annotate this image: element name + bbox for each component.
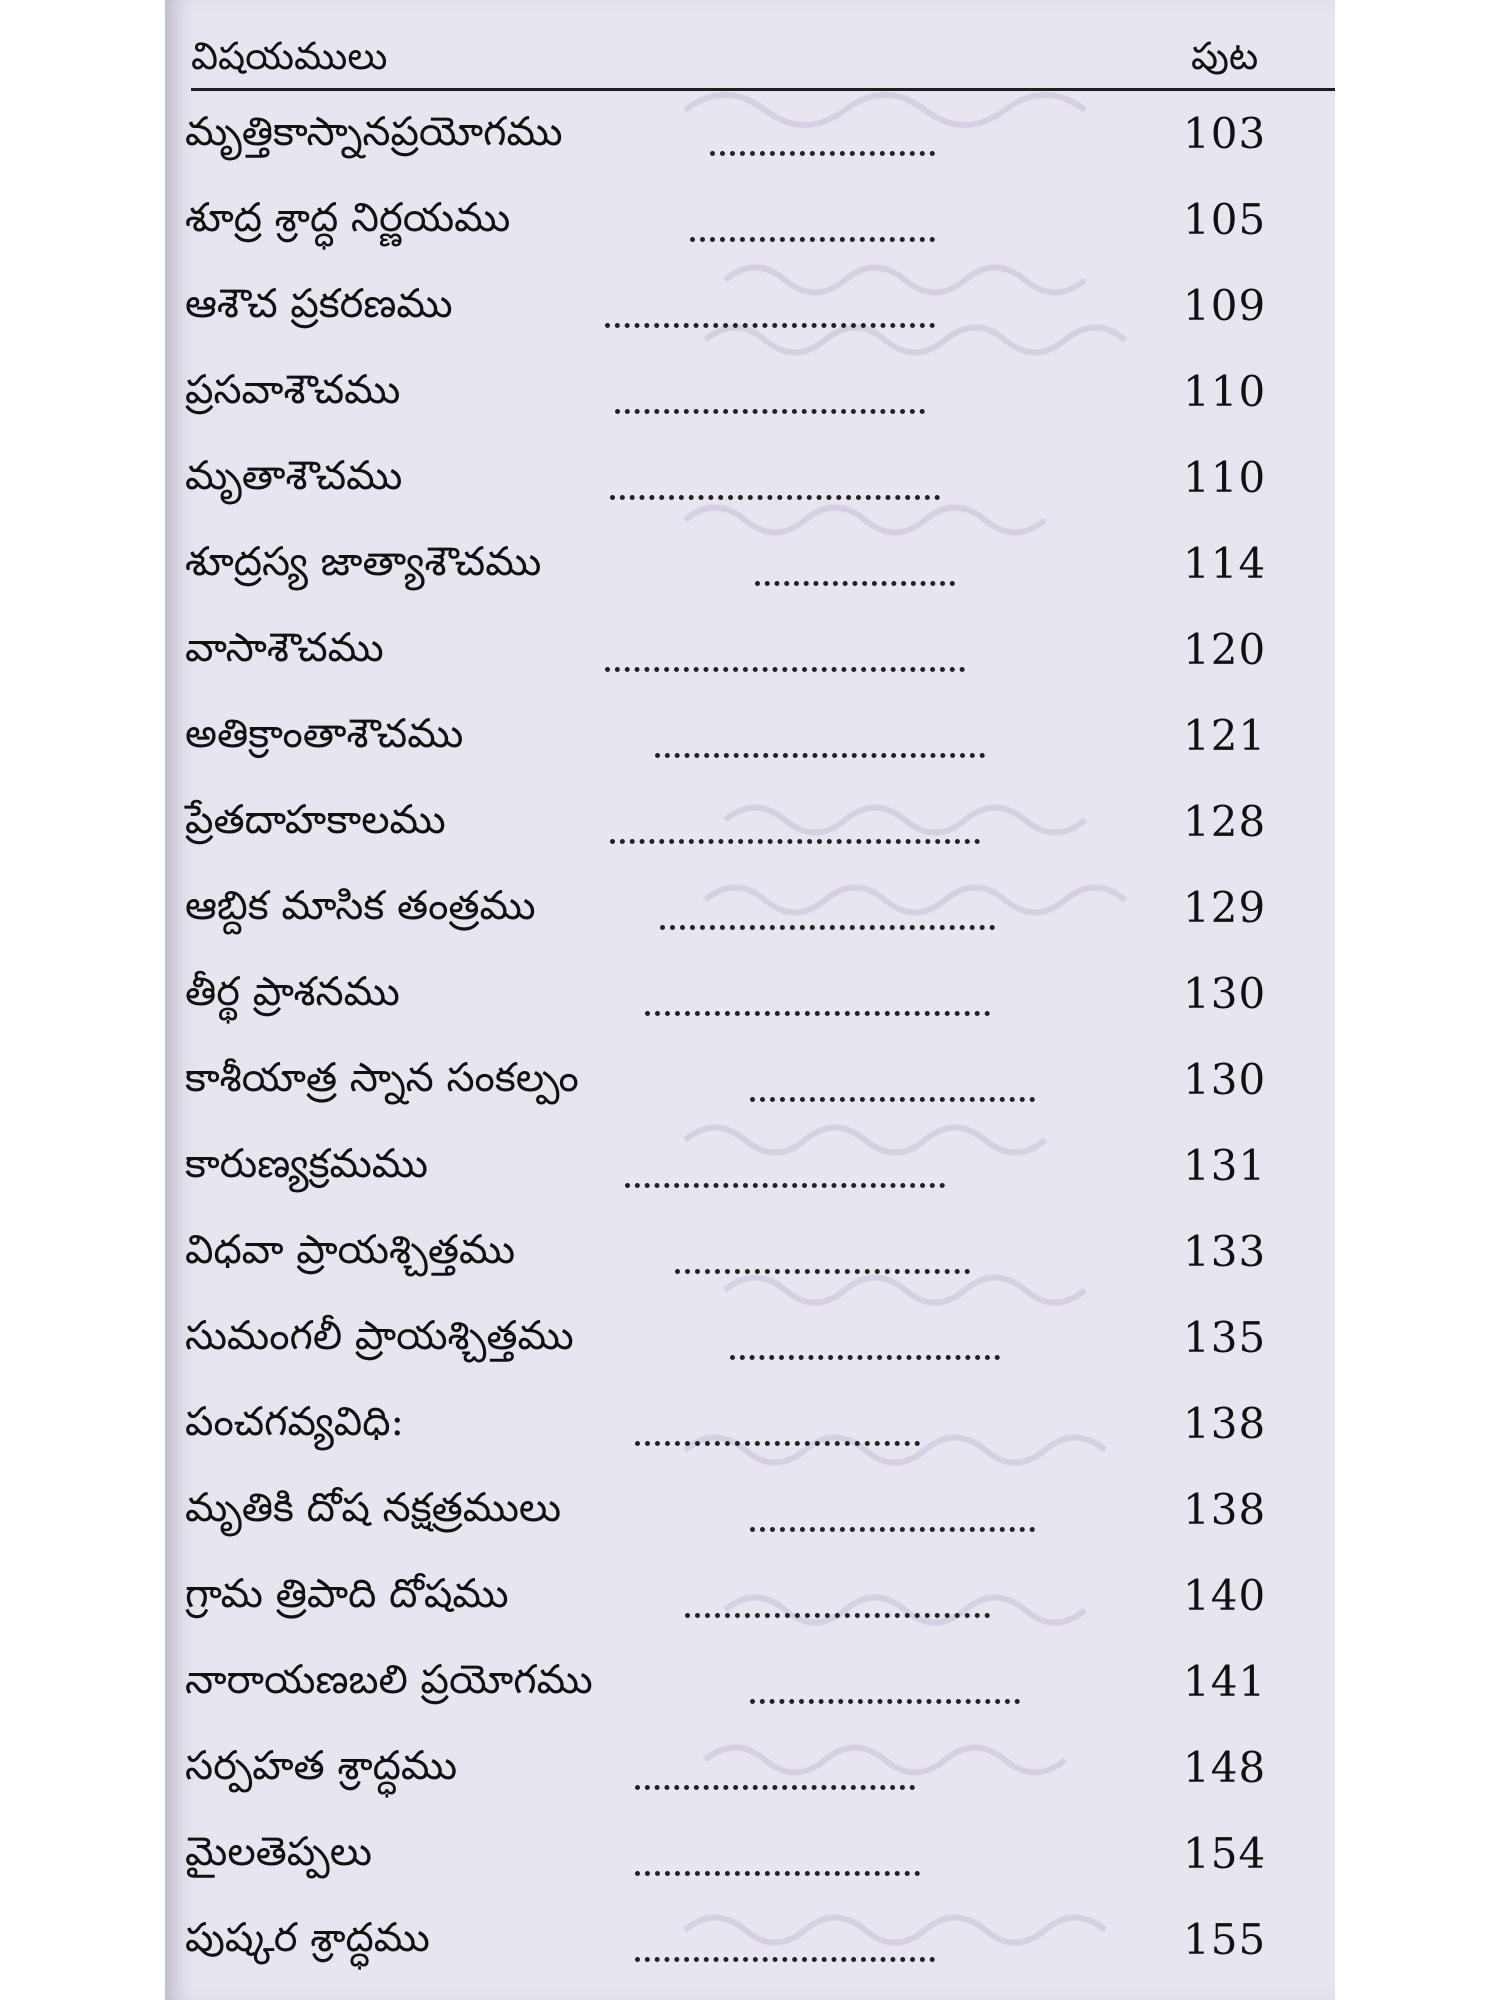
- entry-page: 109: [1183, 281, 1267, 330]
- toc-entry: [165, 869, 1335, 955]
- toc-entry: [165, 1815, 1335, 1901]
- toc-entry: [165, 1901, 1335, 1987]
- entry-title: వాసాశౌచము: [185, 625, 384, 671]
- dot-leader: [710, 115, 935, 156]
- toc-entry: [165, 1213, 1335, 1299]
- toc-entry: [165, 181, 1335, 267]
- dot-leader: [610, 459, 940, 500]
- dot-leader: [625, 1147, 945, 1188]
- entry-title: కాశీయాత్ర స్నాన సంకల్పం: [185, 1055, 579, 1101]
- entry-title: ప్రసవాశౌచము: [185, 367, 401, 413]
- toc-entry: [165, 95, 1335, 181]
- entry-page: 129: [1183, 883, 1267, 932]
- entry-page: 154: [1183, 1829, 1267, 1878]
- entry-page: 110: [1183, 367, 1267, 416]
- entry-title: పంచగవ్యవిధి:: [185, 1399, 404, 1445]
- toc-entry: [165, 525, 1335, 611]
- entry-title: సుమంగలీ ప్రాయశ్చిత్తము: [185, 1313, 574, 1359]
- toc-entry: [165, 1385, 1335, 1471]
- entry-page: 114: [1183, 539, 1267, 588]
- dot-leader: [730, 1319, 1000, 1360]
- dot-leader: [750, 1491, 1035, 1532]
- toc-entry: [165, 1041, 1335, 1127]
- toc-entry: [165, 439, 1335, 525]
- dot-leader: [755, 545, 955, 586]
- dot-leader: [645, 975, 990, 1016]
- dot-leader: [635, 1405, 920, 1446]
- toc-entry: [165, 1729, 1335, 1815]
- entry-title: అతిక్రాంతాశౌచము: [185, 711, 464, 757]
- dot-leader: [655, 717, 985, 758]
- entry-page: 140: [1183, 1571, 1267, 1620]
- entry-title: ఆబ్దిక మాసిక తంత్రము: [185, 883, 536, 929]
- dot-leader: [605, 631, 965, 672]
- page-heading: పుట: [1191, 34, 1259, 78]
- entry-title: విధవా ప్రాయశ్చిత్తము: [185, 1227, 516, 1273]
- toc-entry: [165, 1299, 1335, 1385]
- toc-entry: [165, 697, 1335, 783]
- table-header: [191, 28, 1335, 91]
- entry-title: తీర్థ ప్రాశనము: [185, 969, 400, 1015]
- entry-page: 130: [1183, 969, 1267, 1018]
- toc-entry: [165, 783, 1335, 869]
- dot-leader: [750, 1663, 1020, 1704]
- entry-title: కారుణ్యక్రమము: [185, 1141, 428, 1187]
- entry-title: ప్రేతదాహకాలము: [185, 797, 446, 843]
- toc-entry: [165, 1127, 1335, 1213]
- toc-entry: [165, 1643, 1335, 1729]
- toc-entry: [165, 1471, 1335, 1557]
- entry-title: ఆశౌచ ప్రకరణము: [185, 281, 453, 327]
- toc-entry: [165, 955, 1335, 1041]
- subjects-heading: విషయములు: [191, 34, 388, 78]
- entry-page: 110: [1183, 453, 1267, 502]
- entry-page: 133: [1183, 1227, 1267, 1276]
- entry-title: నారాయణబలి ప్రయోగము: [185, 1657, 593, 1703]
- dot-leader: [605, 287, 935, 328]
- dot-leader: [660, 889, 995, 930]
- entry-page: 130: [1183, 1055, 1267, 1104]
- entry-page: 121: [1183, 711, 1267, 760]
- entry-title: మైలతెప్పలు: [185, 1829, 372, 1875]
- toc-entry: [165, 611, 1335, 697]
- dot-leader: [675, 1233, 970, 1274]
- entry-page: 135: [1183, 1313, 1267, 1362]
- entry-page: 103: [1183, 109, 1267, 158]
- entry-page: 138: [1183, 1399, 1267, 1448]
- dot-leader: [685, 1577, 990, 1618]
- entry-title: మృతాశౌచము: [185, 453, 403, 499]
- entry-page: 148: [1183, 1743, 1267, 1792]
- toc-entry: [165, 267, 1335, 353]
- dot-leader: [635, 1835, 920, 1876]
- book-page: [165, 0, 1335, 2000]
- dot-leader: [610, 803, 980, 844]
- toc-entry: [165, 1557, 1335, 1643]
- entry-title: గ్రామ త్రిపాది దోషము: [185, 1571, 509, 1617]
- entry-page: 105: [1183, 195, 1267, 244]
- dot-leader: [690, 201, 935, 242]
- entry-title: సర్పహత శ్రాద్ధము: [185, 1743, 458, 1789]
- dot-leader: [635, 1749, 915, 1790]
- entry-page: 138: [1183, 1485, 1267, 1534]
- dot-leader: [615, 373, 925, 414]
- entry-title: మృతికి దోష నక్షత్రములు: [185, 1485, 562, 1531]
- entry-page: 128: [1183, 797, 1267, 846]
- toc-entry: [165, 353, 1335, 439]
- entry-page: 120: [1183, 625, 1267, 674]
- entry-page: 141: [1183, 1657, 1267, 1706]
- entry-title: శూద్ర శ్రాద్ధ నిర్ణయము: [185, 195, 511, 241]
- entry-page: 131: [1183, 1141, 1267, 1190]
- entry-title: మృత్తికాస్నానప్రయోగము: [185, 109, 563, 155]
- dot-leader: [635, 1921, 935, 1962]
- entry-title: శూద్రస్య జాత్యాశౌచము: [185, 539, 542, 585]
- entry-title: పుష్కర శ్రాద్ధము: [185, 1915, 430, 1961]
- entry-page: 155: [1183, 1915, 1267, 1964]
- dot-leader: [750, 1061, 1035, 1102]
